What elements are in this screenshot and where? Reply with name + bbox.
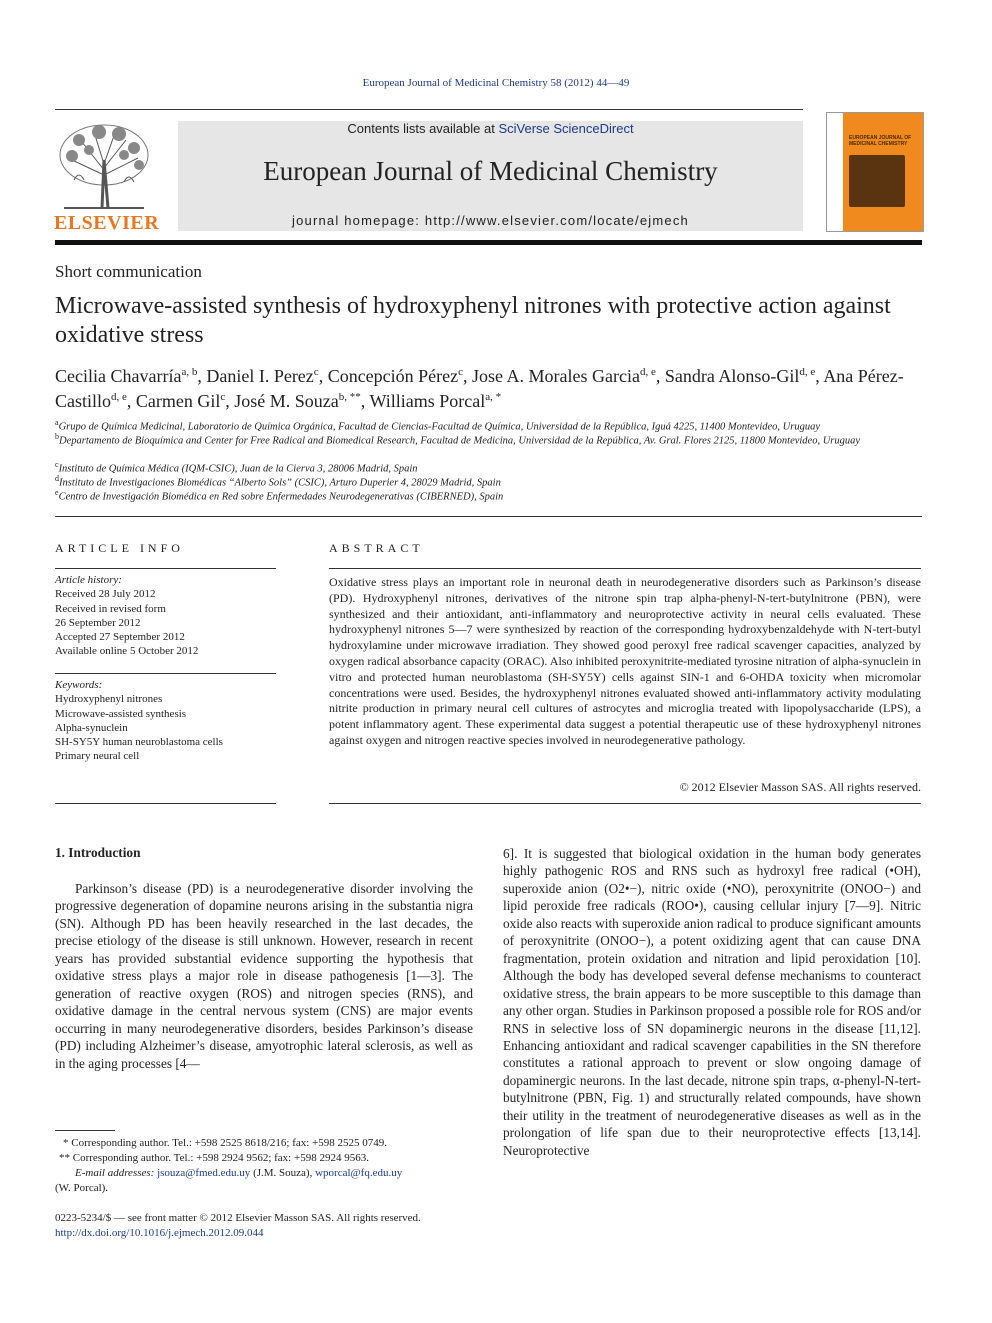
affiliation-rule (55, 516, 922, 517)
journal-title: European Journal of Medicinal Chemistry (263, 156, 718, 186)
intro-paragraph-right: 6]. It is suggested that biological oxidation in the human body generates highly pathogenic ROS and RNS such as hydroxyl free radical (•OH), superoxide anion (O2•−), nitric oxide (•NO), peroxynitrite (ONOO−) and lipid peroxide free radicals (ROO•), causing cellular injury [7—9]. Nitric oxide also reacts with superoxide anion radical to produce significant amounts of peroxynitrite (ONOO−), a potent oxidizing agent that can cause DNA fragmentation, protein oxidation and nitration and lipid peroxidation [10]. Although the body has developed several defense mechanisms to counteract oxidative stress, the brain appears to be more susceptible to this damage than any other organ. Studies in Parkinson proposed a possible role for ROS and/or RNS in selective loss of SN dopaminergic neurons in the disease [11,12]. Enhancing antioxidant and radical scavenger capabilities in the SN therefore constitutes a rational approach to prevent or slow ongoing damage of dopaminergic neurons. In the last decade, nitrone spin traps, α-phenyl-N-tert-butylnitrone (PBN, Fig. 1) and structurally related compounds, have shown their utility in the treatment of neurodegenerative diseases as well as in the prolongation of life span due to their neuroprotective effects [13,14]. Neuroprotective (503, 846, 921, 1158)
footnote-email-owner: (W. Porcal). (55, 1182, 109, 1194)
cover-title: EUROPEAN JOURNAL OF MEDICINAL CHEMISTRY (849, 135, 912, 147)
affiliation: $^b$Departamento de Bioquímica and Center for Free Radical and Biomedical Research, Facultad de Medicina, Universidad de la República, Av. Gral. Flores 2125, 11800 Montevideo, Uruguay (55, 432, 861, 447)
keyword: Primary neural cell (55, 750, 140, 763)
author[interactable]: José M. Souza$^{b, **}$ (234, 391, 361, 411)
author[interactable]: Carmen Gil$^c$ (135, 391, 226, 411)
front-matter: 0223-5234/$ — see front matter © 2012 Elsevier Masson SAS. All rights reserved. http://dx.doi.org/10.1016/j.ejmech.2012.09.044 (55, 1212, 421, 1239)
author[interactable]: Jose A. Morales Garcia$^{d, e}$ (472, 366, 656, 386)
elsevier-wordmark: ELSEVIER (54, 212, 160, 234)
intro-paragraph-left: Parkinson’s disease (PD) is a neurodegenerative disorder involving the progressive degeneration of dopamine neurons arising in the substantia nigra (SN). Although PD has been heavily researched in the last decades, the precise etiology of the disease is still unknown. However, research in recent years has provided substantial evidence supporting the hypothesis that oxidative stress plays a major role in disease pathogenesis [1—3]. The generation of reactive oxygen (ROS) and nitrogen species (RNS), and oxidative damage in the central nervous system (CNS) are major events occurring in many neurodegenerative disorders, besides Parkinson’s disease (PD) including Alzheimer’s disease, amyotrophic lateral sclerosis, as well as in the aging processes [4— (55, 881, 473, 1071)
article-info-rule (55, 568, 276, 569)
doi-link[interactable]: http://dx.doi.org/10.1016/j.ejmech.2012.09.044 (55, 1227, 264, 1239)
author[interactable]: Ana Pérez-Castillo$^{d, e}$ (55, 366, 904, 411)
cover-image (849, 155, 905, 207)
affiliation: $^d$Instituto de Investigaciones Biomédicas “Alberto Sols” (CSIC), Arturo Duperier 4, 28029 Madrid, Spain (55, 474, 501, 489)
journal-citation: European Journal of Medicinal Chemistry 58 (2012) 44—49 (362, 77, 630, 89)
affiliation: $^c$Instituto de Química Médica (IQM-CSIC), Juan de la Cierva 3, 28006 Madrid, Spain (55, 460, 418, 475)
abstract-copyright: © 2012 Elsevier Masson SAS. All rights reserved. (679, 780, 921, 794)
keyword: Hydroxyphenyl nitrones (55, 693, 163, 706)
author[interactable]: Cecilia Chavarría$^{a, b}$ (55, 366, 198, 386)
contents-prefix: Contents lists available at (347, 121, 499, 136)
email-link[interactable]: jsouza@fmed.edu.uy (157, 1167, 251, 1179)
author[interactable]: Williams Porcal$^{a, *}$ (369, 391, 502, 411)
contents-line (178, 121, 803, 136)
author-list: Cecilia Chavarría$^{a, b}$, Daniel I. Perez$^c$, Concepción Pérez$^c$, Jose A. Morales Garcia$^{d, e}$, Sandra Alonso-Gil$^{d, e}$, Ana Pérez-Castillo$^{d, e}$, Carmen Gil$^c$, José M. Souza$^{b, **}$, Williams Porcal$^{a, *}$ (55, 366, 904, 411)
abstract-text: Oxidative stress plays an important role in neuronal death in neurodegenerative disorders such as Parkinson’s disease (PD). Hydroxyphenyl nitrones, derivatives of the nitrone spin trap alpha-phenyl-N-tert-butylnitrone (PBN), were synthesized and their antioxidant, anti-inflammatory and neuroprotective activity in neural cells evaluated. These hydroxyphenyl nitrones 5—7 were synthesized by reaction of the corresponding hydroxybenzaldehyde with N-tert-butyl hydroxylamine under microwave irradiation. They showed good peroxyl free radical scavenger capacities, analyzed by oxygen radical absorbance capacity (ORAC). Also inhibited peroxynitrite-mediated tyrosine nitration of alpha-synuclein in vitro and protected human neuroblastoma (SH-SY5Y) cells against SIN-1 and 6-OHDA toxicity when micromolar concentrations were used. Besides, the hydroxyphenyl nitrones evaluated showed anti-inflammatory activity modulating nitrite production in primary neural cell cultures of astrocytes and microglia treated with lipopolysaccharide (LPS), a potent inflammatory agent. These experimental data suggest a potential therapeutic use of these hydroxyphenyl nitrones against oxygen and nitrogen reactive species involved in neurodegenerative pathology. (329, 575, 921, 747)
elsevier-tree-logo (54, 120, 154, 210)
footnote-emails: E-mail addresses: jsouza@fmed.edu.uy (J.M. Souza), wporcal@fq.edu.uy (75, 1167, 403, 1179)
email-link[interactable]: wporcal@fq.edu.uy (315, 1167, 403, 1179)
abstract-bottom-rule (329, 803, 921, 804)
footnote-corresponding-1: * Corresponding author. Tel.: +598 2525 8618/216; fax: +598 2525 0749. (63, 1137, 387, 1149)
article-history: Article history: Received 28 July 2012 Received in revised form 26 September 2012 Accepted 27 September 2012 Available online 5 October 2012 (55, 574, 199, 658)
banner-rule (55, 240, 922, 245)
keyword: SH-SY5Y human neuroblastoma cells (55, 736, 223, 749)
keyword: Microwave-assisted synthesis (55, 707, 187, 720)
abstract-heading: ABSTRACT (329, 541, 424, 555)
header-rule (55, 109, 803, 110)
section-heading: 1. Introduction (55, 845, 141, 860)
article-info-bottom-rule (55, 803, 276, 804)
author[interactable]: Sandra Alonso-Gil$^{d, e}$ (664, 366, 816, 386)
affiliation: $^a$Grupo de Química Medicinal, Laboratorio de Química Orgánica, Facultad de Ciencias-Facultad de Química, Universidad de la República, Iguá 4225, 11400 Montevideo, Uruguay (55, 418, 820, 433)
affiliation: $^e$Centro de Investigación Biomédica en Red sobre Enfermedades Neurodegenerativas (CIBERNED), Spain (55, 488, 504, 503)
article-type: Short communication (55, 262, 202, 281)
footnote-rule (55, 1130, 115, 1131)
article-title: Microwave-assisted synthesis of hydroxyphenyl nitrones with protective action against oxidative stress (55, 293, 891, 348)
sciencedirect-link[interactable]: SciVerse ScienceDirect (498, 121, 634, 136)
footnote-corresponding-2: ** Corresponding author. Tel.: +598 2924 9562; fax: +598 2924 9563. (59, 1152, 369, 1164)
abstract-rule (329, 568, 921, 569)
keywords: Keywords: Hydroxyphenyl nitrones Microwave-assisted synthesis Alpha-synuclein SH-SY5Y human neuroblastoma cells Primary neural cell (55, 678, 276, 764)
journal-homepage[interactable]: journal homepage: http://www.elsevier.com/locate/ejmech (292, 213, 689, 228)
author[interactable]: Concepción Pérez$^c$ (327, 366, 464, 386)
author[interactable]: Daniel I. Perez$^c$ (206, 366, 319, 386)
keyword: Alpha-synuclein (55, 721, 128, 734)
journal-cover (826, 112, 924, 232)
keywords-rule (55, 673, 276, 674)
article-info-heading: ARTICLE INFO (55, 541, 184, 555)
